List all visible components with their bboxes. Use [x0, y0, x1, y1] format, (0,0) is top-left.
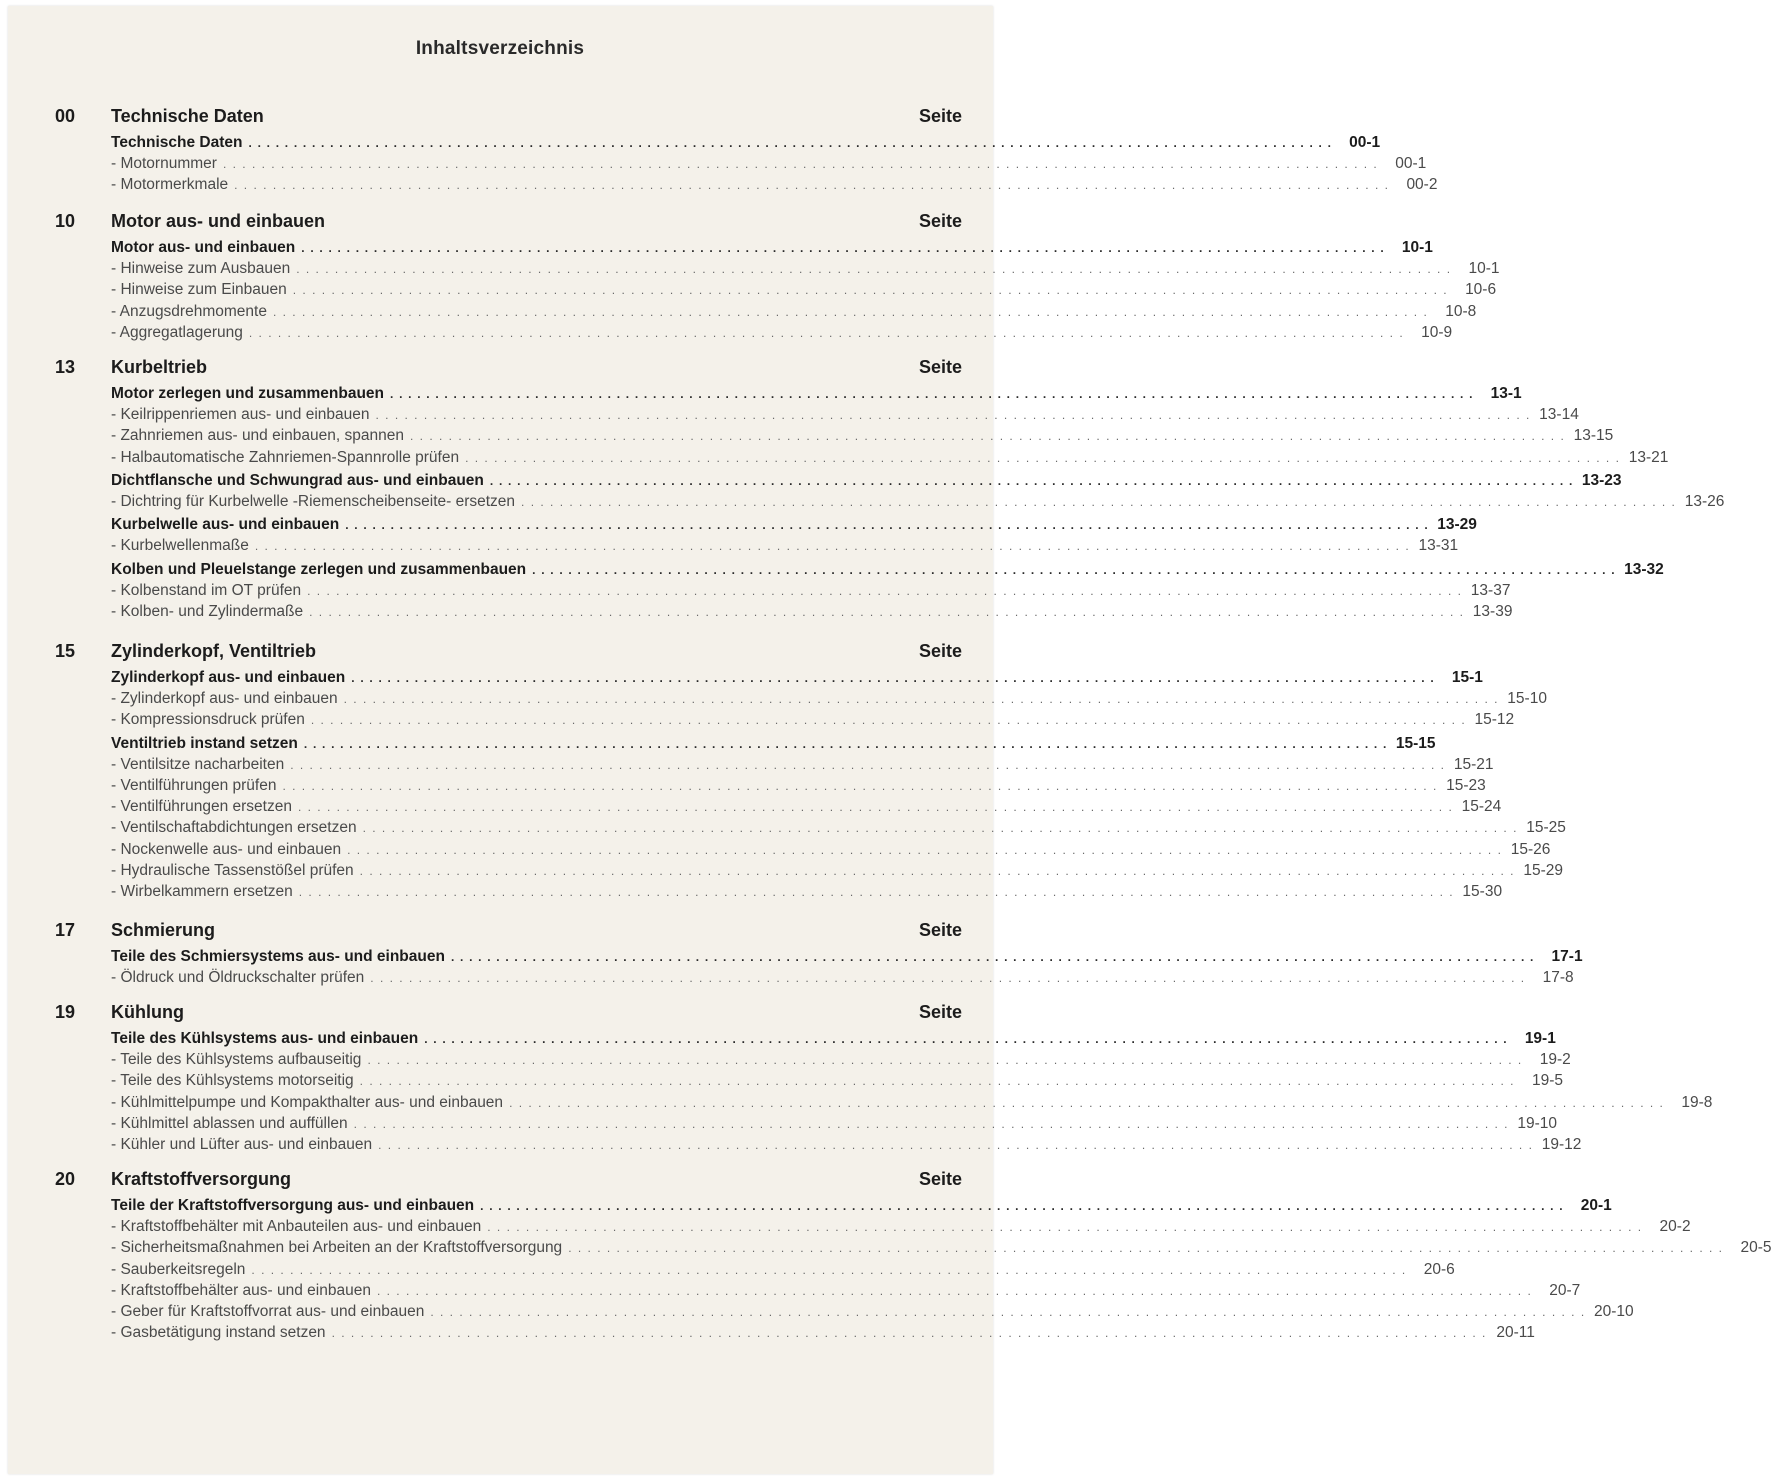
toc-sub-entry[interactable]: [111, 404, 1579, 425]
dot-leader: . . . . . . . . . . . . . . . . . . . . . . . . . . . . . . . . . . . . . . . . . . . . . . . . . . . . . . . . . . . . . . . . . . . . . . . . . . . . . . . . . . . . . . . . . . . . . . . . . . . . . . . . . . . . . . . . . . . . . . . .: [430, 1304, 1586, 1319]
entry-label: - Kolbenstand im OT prüfen: [111, 581, 302, 599]
page-column-label: Seite: [918, 357, 962, 377]
toc-sub-entry[interactable]: [111, 279, 1497, 300]
entry-page-number: 15-24: [1461, 798, 1502, 816]
entry-page-number: 13-39: [1472, 602, 1513, 620]
entry-label: - Zylinderkopf aus- und einbauen: [111, 690, 338, 708]
entry-page-number: 13-14: [1539, 406, 1579, 424]
chapter-title: Technische Daten: [111, 106, 264, 126]
entry-label: - Sicherheitsmaßnahmen bei Arbeiten an der Kraftstoffversorgung: [111, 1239, 563, 1257]
toc-sub-entry[interactable]: [111, 601, 1513, 622]
dot-leader: . . . . . . . . . . . . . . . . . . . . . . . . . . . . . . . . . . . . . . . . . . . . . . . . . . . . . . . . . . . . . . . . . . . . . . . . . . . . . . . . . . . . . . . . . . . . . . . . . . . . . . . . . . . . . . . . . . . . . . . .: [450, 950, 1535, 964]
entry-label: - Hinweise zum Ausbauen: [111, 260, 291, 278]
toc-sub-entry[interactable]: [111, 817, 1566, 838]
dot-leader: . . . . . . . . . . . . . . . . . . . . . . . . . . . . . . . . . . . . . . . . . . . . . . . . . . . . . . . . . . . . . . . . . . . . . . . . . . . . . . . . . . . . . . . . . . . . . . . . . . . . . . . . . . . . . . . . . . . . . . . .: [290, 757, 1446, 772]
dot-leader: . . . . . . . . . . . . . . . . . . . . . . . . . . . . . . . . . . . . . . . . . . . . . . . . . . . . . . . . . . . . . . . . . . . . . . . . . . . . . . . . . . . . . . . . . . . . . . . . . . . . . . . . . . . . . . . . . . . . . . . .: [376, 1283, 1533, 1298]
entry-page-number: 15-21: [1453, 755, 1494, 773]
toc-sub-entry[interactable]: [111, 709, 1515, 730]
entry-label: - Nockenwelle aus- und einbauen: [111, 840, 342, 858]
toc-main-entry[interactable]: [111, 1028, 1556, 1049]
toc-sub-entry[interactable]: [111, 535, 1459, 556]
toc-sub-entry[interactable]: [111, 754, 1494, 775]
dot-leader: . . . . . . . . . . . . . . . . . . . . . . . . . . . . . . . . . . . . . . . . . . . . . . . . . . . . . . . . . . . . . . . . . . . . . . . . . . . . . . . . . . . . . . . . . . . . . . . . . . . . . . . . . . . . . . . . . . . . . . . .: [307, 583, 1463, 598]
dot-leader: . . . . . . . . . . . . . . . . . . . . . . . . . . . . . . . . . . . . . . . . . . . . . . . . . . . . . . . . . . . . . . . . . . . . . . . . . . . . . . . . . . . . . . . . . . . . . . . . . . . . . . . . . . . . . . . . . . . . . . . .: [296, 262, 1452, 277]
entry-page-number: 19-8: [1681, 1093, 1713, 1111]
dot-leader: . . . . . . . . . . . . . . . . . . . . . . . . . . . . . . . . . . . . . . . . . . . . . . . . . . . . . . . . . . . . . . . . . . . . . . . . . . . . . . . . . . . . . . . . . . . . . . . . . . . . . . . . . . . . . . . . . . . . . . . .: [297, 800, 1454, 815]
entry-page-number: 15-15: [1395, 734, 1436, 752]
entry-page-number: 10-1: [1468, 260, 1500, 278]
entry-page-number: 19-12: [1541, 1135, 1582, 1153]
entry-page-number: 20-6: [1423, 1260, 1455, 1278]
dot-leader: . . . . . . . . . . . . . . . . . . . . . . . . . . . . . . . . . . . . . . . . . . . . . . . . . . . . . . . . . . . . . . . . . . . . . . . . . . . . . . . . . . . . . . . . . . . . . . . . . . . . . . . . . . . . . . . . . . . . . . . .: [343, 692, 1499, 707]
dot-leader: . . . . . . . . . . . . . . . . . . . . . . . . . . . . . . . . . . . . . . . . . . . . . . . . . . . . . . . . . . . . . . . . . . . . . . . . . . . . . . . . . . . . . . . . . . . . . . . . . . . . . . . . . . . . . . . . . . . . . . . .: [222, 157, 1379, 172]
dot-leader: . . . . . . . . . . . . . . . . . . . . . . . . . . . . . . . . . . . . . . . . . . . . . . . . . . . . . . . . . . . . . . . . . . . . . . . . . . . . . . . . . . . . . . . . . . . . . . . . . . . . . . . . . . . . . . . . . . . . . . . .: [532, 562, 1616, 577]
chapter-title: Kraftstoffversorgung: [111, 1169, 292, 1189]
toc-main-entry[interactable]: [111, 383, 1522, 404]
entry-page-number: 13-26: [1684, 492, 1725, 510]
entry-page-number: 13-15: [1573, 427, 1614, 445]
entry-label: Kurbelwelle aus- und einbauen: [111, 516, 340, 534]
toc-sub-entry[interactable]: [111, 447, 1669, 468]
entry-label: Technische Daten: [111, 134, 243, 151]
entry-label: - Aggregatlagerung: [111, 323, 243, 341]
entry-label: - Motornummer: [111, 155, 217, 173]
dot-leader: . . . . . . . . . . . . . . . . . . . . . . . . . . . . . . . . . . . . . . . . . . . . . . . . . . . . . . . . . . . . . . . . . . . . . . . . . . . . . . . . . . . . . . . . . . . . . . . . . . . . . . . . . . . . . . . . . . . . . . . .: [367, 1053, 1523, 1068]
chapter-heading: [0, 106, 1000, 132]
dot-leader: . . . . . . . . . . . . . . . . . . . . . . . . . . . . . . . . . . . . . . . . . . . . . . . . . . . . . . . . . . . . . . . . . . . . . . . . . . . . . . . . . . . . . . . . . . . . . . . . . . . . . . . . . . . . . . . . . . . . . . . .: [301, 241, 1385, 255]
chapter-title: Schmierung: [111, 920, 216, 940]
entry-page-number: 19-1: [1524, 1030, 1556, 1047]
entry-page-number: 00-1: [1395, 155, 1427, 173]
entry-label: Kolben und Pleuelstange zerlegen und zusammenbauen: [111, 560, 527, 578]
entry-label: - Öldruck und Öldruckschalter prüfen: [111, 969, 365, 987]
dot-leader: . . . . . . . . . . . . . . . . . . . . . . . . . . . . . . . . . . . . . . . . . . . . . . . . . . . . . . . . . . . . . . . . . . . . . . . . . . . . . . . . . . . . . . . . . . . . . . . . . . . . . . . . . . . . . . . . . . . . . . . .: [298, 884, 1455, 899]
entry-label: Dichtflansche und Schwungrad aus- und einbauen: [111, 471, 484, 489]
toc-main-entry[interactable]: [111, 514, 1477, 535]
dot-leader: . . . . . . . . . . . . . . . . . . . . . . . . . . . . . . . . . . . . . . . . . . . . . . . . . . . . . . . . . . . . . . . . . . . . . . . . . . . . . . . . . . . . . . . . . . . . . . . . . . . . . . . . . . . . . . . . . . . . . . . .: [292, 283, 1449, 298]
entry-label: Teile des Schmiersystems aus- und einbauen: [111, 948, 445, 965]
chapter-heading: [0, 920, 1000, 946]
entry-label: Zylinderkopf aus- und einbauen: [111, 669, 346, 686]
entry-page-number: 13-23: [1581, 471, 1622, 489]
toc-sub-entry[interactable]: [111, 258, 1500, 279]
chapter-section: [0, 1169, 1772, 1343]
entry-label: - Halbautomatische Zahnriemen-Spannrolle prüfen: [111, 448, 460, 466]
toc-main-entry[interactable]: [111, 733, 1436, 754]
entry-label: - Gasbetätigung instand setzen: [111, 1324, 326, 1342]
toc-sub-entry[interactable]: [111, 1134, 1582, 1155]
chapter-number: 13: [55, 357, 76, 377]
dot-leader: . . . . . . . . . . . . . . . . . . . . . . . . . . . . . . . . . . . . . . . . . . . . . . . . . . . . . . . . . . . . . . . . . . . . . . . . . . . . . . . . . . . . . . . . . . . . . . . . . . . . . . . . . . . . . . . . . . . . . . . .: [251, 1262, 1407, 1277]
chapter-section: [0, 1002, 1713, 1155]
page-column-label: Seite: [918, 641, 962, 661]
toc-sub-entry[interactable]: [111, 1237, 1772, 1258]
entry-label: - Kühler und Lüfter aus- und einbauen: [111, 1135, 373, 1153]
entry-label: - Hydraulische Tassenstößel prüfen: [111, 861, 354, 879]
entry-page-number: 13-1: [1490, 385, 1522, 402]
toc-sub-entry[interactable]: [111, 1301, 1634, 1322]
chapter-heading: [0, 1002, 1000, 1028]
dot-leader: . . . . . . . . . . . . . . . . . . . . . . . . . . . . . . . . . . . . . . . . . . . . . . . . . . . . . . . . . . . . . . . . . . . . . . . . . . . . . . . . . . . . . . . . . . . . . . . . . . . . . . . . . . . . . . . . . . . . . . . .: [465, 450, 1621, 465]
toc-sub-entry[interactable]: [111, 580, 1511, 601]
entry-label: - Kraftstoffbehälter aus- und einbauen: [111, 1281, 371, 1299]
entry-page-number: 00-1: [1349, 134, 1381, 151]
dot-leader: . . . . . . . . . . . . . . . . . . . . . . . . . . . . . . . . . . . . . . . . . . . . . . . . . . . . . . . . . . . . . . . . . . . . . . . . . . . . . . . . . . . . . . . . . . . . . . . . . . . . . . . . . . . . . . . . . . . . . . . .: [282, 778, 1438, 793]
toc-sub-entry[interactable]: [111, 174, 1438, 195]
entry-page-number: 13-37: [1470, 581, 1511, 599]
entry-page-number: 19-2: [1539, 1051, 1571, 1069]
dot-leader: . . . . . . . . . . . . . . . . . . . . . . . . . . . . . . . . . . . . . . . . . . . . . . . . . . . . . . . . . . . . . . . . . . . . . . . . . . . . . . . . . . . . . . . . . . . . . . . . . . . . . . . . . . . . . . . . . . . . . . . .: [331, 1326, 1487, 1341]
entry-page-number: 13-21: [1628, 448, 1669, 466]
entry-page-number: 19-10: [1517, 1114, 1557, 1132]
entry-label: - Wirbelkammern ersetzen: [111, 882, 293, 900]
entry-label: Teile des Kühlsystems aus- und einbauen: [111, 1030, 419, 1047]
entry-label: - Anzugsdrehmomente: [111, 302, 267, 320]
entry-label: - Ventilführungen ersetzen: [111, 798, 292, 816]
page-column-label: Seite: [918, 211, 962, 231]
dot-leader: . . . . . . . . . . . . . . . . . . . . . . . . . . . . . . . . . . . . . . . . . . . . . . . . . . . . . . . . . . . . . . . . . . . . . . . . . . . . . . . . . . . . . . . . . . . . . . . . . . . . . . . . . . . . . . . . . . . . . . . .: [521, 494, 1677, 509]
entry-page-number: 15-23: [1446, 776, 1486, 794]
entry-page-number: 20-2: [1659, 1218, 1691, 1236]
entry-page-number: 00-2: [1406, 176, 1438, 194]
entry-page-number: 15-26: [1510, 840, 1551, 858]
dot-leader: . . . . . . . . . . . . . . . . . . . . . . . . . . . . . . . . . . . . . . . . . . . . . . . . . . . . . . . . . . . . . . . . . . . . . . . . . . . . . . . . . . . . . . . . . . . . . . . . . . . . . . . . . . . . . . . . . . . . . . . .: [347, 842, 1503, 857]
entry-page-number: 20-5: [1740, 1239, 1772, 1257]
page-title: Inhaltsverzeichnis: [415, 38, 585, 59]
entry-label: - Keilrippenriemen aus- und einbauen: [111, 406, 370, 424]
chapter-section: [0, 106, 1438, 196]
page-column-label: Seite: [918, 1169, 962, 1189]
entry-label: - Zahnriemen aus- und einbauen, spannen: [111, 427, 404, 445]
toc-main-entry[interactable]: [111, 946, 1583, 967]
entry-label: - Motormerkmale: [111, 176, 229, 194]
entry-page-number: 15-30: [1462, 882, 1503, 900]
dot-leader: . . . . . . . . . . . . . . . . . . . . . . . . . . . . . . . . . . . . . . . . . . . . . . . . . . . . . . . . . . . . . . . . . . . . . . . . . . . . . . . . . . . . . . . . . . . . . . . . . . . . . . . . . . . . . . . . . . . . . . . .: [489, 473, 1574, 488]
toc-sub-entry[interactable]: [111, 1070, 1563, 1091]
chapter-heading: [0, 211, 1000, 237]
entry-page-number: 20-10: [1594, 1302, 1634, 1320]
entry-label: - Kraftstoffbehälter mit Anbauteilen aus- und einbauen: [111, 1218, 482, 1236]
dot-leader: . . . . . . . . . . . . . . . . . . . . . . . . . . . . . . . . . . . . . . . . . . . . . . . . . . . . . . . . . . . . . . . . . . . . . . . . . . . . . . . . . . . . . . . . . . . . . . . . . . . . . . . . . . . . . . . . . . . . . . . .: [509, 1095, 1665, 1110]
entry-label: Motor zerlegen und zusammenbauen: [111, 385, 385, 402]
entry-page-number: 10-1: [1401, 239, 1433, 256]
toc-main-entry[interactable]: [111, 132, 1381, 153]
toc-sub-entry[interactable]: [111, 1049, 1571, 1070]
entry-label: - Kühlmittelpumpe und Kompakthalter aus- und einbauen: [111, 1093, 504, 1111]
toc-sub-entry[interactable]: [111, 1280, 1581, 1301]
dot-leader: . . . . . . . . . . . . . . . . . . . . . . . . . . . . . . . . . . . . . . . . . . . . . . . . . . . . . . . . . . . . . . . . . . . . . . . . . . . . . . . . . . . . . . . . . . . . . . . . . . . . . . . . . . . . . . . . . . . . . . . .: [359, 1074, 1515, 1089]
toc-sub-entry[interactable]: [111, 1259, 1455, 1280]
dot-leader: . . . . . . . . . . . . . . . . . . . . . . . . . . . . . . . . . . . . . . . . . . . . . . . . . . . . . . . . . . . . . . . . . . . . . . . . . . . . . . . . . . . . . . . . . . . . . . . . . . . . . . . . . . . . . . . . . . . . . . . .: [353, 1116, 1509, 1131]
toc-sub-entry[interactable]: [111, 796, 1502, 817]
entry-label: - Ventilschaftabdichtungen ersetzen: [111, 819, 357, 837]
chapter-section: [0, 357, 1725, 622]
entry-page-number: 17-8: [1542, 969, 1574, 987]
entry-label: - Kurbelwellenmaße: [111, 537, 249, 555]
chapter-number: 17: [55, 920, 76, 940]
toc-sub-entry[interactable]: [111, 967, 1574, 988]
dot-leader: . . . . . . . . . . . . . . . . . . . . . . . . . . . . . . . . . . . . . . . . . . . . . . . . . . . . . . . . . . . . . . . . . . . . . . . . . . . . . . . . . . . . . . . . . . . . . . . . . . . . . . . . . . . . . . . . . . . . . . . .: [351, 671, 1435, 685]
entry-page-number: 15-29: [1523, 861, 1563, 879]
dot-leader: . . . . . . . . . . . . . . . . . . . . . . . . . . . . . . . . . . . . . . . . . . . . . . . . . . . . . . . . . . . . . . . . . . . . . . . . . . . . . . . . . . . . . . . . . . . . . . . . . . . . . . . . . . . . . . . . . . . . . . . .: [370, 971, 1526, 986]
entry-page-number: 15-12: [1474, 711, 1515, 729]
dot-leader: . . . . . . . . . . . . . . . . . . . . . . . . . . . . . . . . . . . . . . . . . . . . . . . . . . . . . . . . . . . . . . . . . . . . . . . . . . . . . . . . . . . . . . . . . . . . . . . . . . . . . . . . . . . . . . . . . . . . . . . .: [254, 539, 1411, 554]
dot-leader: . . . . . . . . . . . . . . . . . . . . . . . . . . . . . . . . . . . . . . . . . . . . . . . . . . . . . . . . . . . . . . . . . . . . . . . . . . . . . . . . . . . . . . . . . . . . . . . . . . . . . . . . . . . . . . . . . . . . . . . .: [310, 713, 1467, 728]
entry-page-number: 15-25: [1526, 819, 1566, 837]
entry-label: - Dichtring für Kurbelwelle -Riemenscheibenseite- ersetzen: [111, 492, 516, 510]
entry-page-number: 13-31: [1418, 537, 1459, 555]
toc-sub-entry[interactable]: [111, 1113, 1557, 1134]
dot-leader: . . . . . . . . . . . . . . . . . . . . . . . . . . . . . . . . . . . . . . . . . . . . . . . . . . . . . . . . . . . . . . . . . . . . . . . . . . . . . . . . . . . . . . . . . . . . . . . . . . . . . . . . . . . . . . . . . . . . . . . .: [345, 518, 1429, 533]
toc-sub-entry[interactable]: [111, 881, 1503, 902]
entry-label: - Ventilsitze nacharbeiten: [111, 755, 285, 773]
toc-sub-entry[interactable]: [111, 153, 1427, 174]
entry-page-number: 10-9: [1421, 323, 1453, 341]
entry-page-number: 15-1: [1451, 669, 1483, 686]
dot-leader: . . . . . . . . . . . . . . . . . . . . . . . . . . . . . . . . . . . . . . . . . . . . . . . . . . . . . . . . . . . . . . . . . . . . . . . . . . . . . . . . . . . . . . . . . . . . . . . . . . . . . . . . . . . . . . . . . . . . . . . .: [248, 325, 1405, 340]
entry-label: - Hinweise zum Einbauen: [111, 281, 287, 299]
toc-sub-entry[interactable]: [111, 491, 1725, 512]
dot-leader: . . . . . . . . . . . . . . . . . . . . . . . . . . . . . . . . . . . . . . . . . . . . . . . . . . . . . . . . . . . . . . . . . . . . . . . . . . . . . . . . . . . . . . . . . . . . . . . . . . . . . . . . . . . . . . . . . . . . . . . .: [309, 604, 1465, 619]
toc-sub-entry[interactable]: [111, 1322, 1535, 1343]
toc-sub-entry[interactable]: [111, 1092, 1713, 1113]
entry-label: Ventiltrieb instand setzen: [111, 734, 298, 752]
page-column-label: Seite: [918, 1002, 962, 1022]
dot-leader: . . . . . . . . . . . . . . . . . . . . . . . . . . . . . . . . . . . . . . . . . . . . . . . . . . . . . . . . . . . . . . . . . . . . . . . . . . . . . . . . . . . . . . . . . . . . . . . . . . . . . . . . . . . . . . . . . . . . . . . .: [409, 429, 1566, 444]
entry-page-number: 10-6: [1465, 281, 1497, 299]
toc-main-entry[interactable]: [111, 1195, 1612, 1216]
entry-label: - Kompressionsdruck prüfen: [111, 711, 305, 729]
entry-page-number: 20-7: [1549, 1281, 1581, 1299]
entry-page-number: 20-1: [1580, 1197, 1612, 1214]
chapter-number: 00: [55, 106, 76, 126]
toc-main-entry[interactable]: [111, 559, 1664, 580]
toc-main-entry[interactable]: [111, 667, 1483, 688]
chapter-number: 19: [55, 1002, 76, 1022]
chapter-heading: [0, 1169, 1000, 1195]
page-column-label: Seite: [918, 920, 962, 940]
chapter-title: Kurbeltrieb: [111, 357, 208, 377]
entry-label: - Kühlmittel ablassen und auffüllen: [111, 1114, 348, 1132]
dot-leader: . . . . . . . . . . . . . . . . . . . . . . . . . . . . . . . . . . . . . . . . . . . . . . . . . . . . . . . . . . . . . . . . . . . . . . . . . . . . . . . . . . . . . . . . . . . . . . . . . . . . . . . . . . . . . . . . . . . . . . . .: [362, 821, 1518, 836]
toc-sub-entry[interactable]: [111, 322, 1453, 343]
chapter-number: 10: [55, 211, 76, 231]
entry-page-number: 19-5: [1531, 1072, 1563, 1090]
entry-page-number: 20-11: [1496, 1324, 1535, 1342]
dot-leader: . . . . . . . . . . . . . . . . . . . . . . . . . . . . . . . . . . . . . . . . . . . . . . . . . . . . . . . . . . . . . . . . . . . . . . . . . . . . . . . . . . . . . . . . . . . . . . . . . . . . . . . . . . . . . . . . . . . . . . . .: [272, 304, 1429, 319]
toc-sub-entry[interactable]: [111, 1216, 1691, 1237]
chapter-number: 15: [55, 641, 76, 661]
chapter-heading: [0, 641, 1000, 667]
page-column-label: Seite: [918, 106, 962, 126]
toc-main-entry[interactable]: [111, 470, 1622, 491]
toc-sub-entry[interactable]: [111, 860, 1563, 881]
entry-label: - Teile des Kühlsystems motorseitig: [111, 1072, 354, 1090]
entry-page-number: 13-32: [1624, 560, 1664, 578]
toc-sub-entry[interactable]: [111, 839, 1551, 860]
chapter-title: Motor aus- und einbauen: [111, 211, 325, 231]
dot-leader: . . . . . . . . . . . . . . . . . . . . . . . . . . . . . . . . . . . . . . . . . . . . . . . . . . . . . . . . . . . . . . . . . . . . . . . . . . . . . . . . . . . . . . . . . . . . . . . . . . . . . . . . . . . . . . . . . . . . . . . .: [390, 387, 1474, 401]
dot-leader: . . . . . . . . . . . . . . . . . . . . . . . . . . . . . . . . . . . . . . . . . . . . . . . . . . . . . . . . . . . . . . . . . . . . . . . . . . . . . . . . . . . . . . . . . . . . . . . . . . . . . . . . . . . . . . . . . . . . . . . .: [375, 408, 1531, 423]
chapter-section: [0, 211, 1500, 343]
chapter-section: [0, 641, 1566, 902]
entry-label: Teile der Kraftstoffversorgung aus- und einbauen: [111, 1197, 475, 1214]
entry-label: - Teile des Kühlsystems aufbauseitig: [111, 1051, 362, 1069]
toc-sub-entry[interactable]: [111, 775, 1486, 796]
dot-leader: . . . . . . . . . . . . . . . . . . . . . . . . . . . . . . . . . . . . . . . . . . . . . . . . . . . . . . . . . . . . . . . . . . . . . . . . . . . . . . . . . . . . . . . . . . . . . . . . . . . . . . . . . . . . . . . . . . . . . . . .: [303, 736, 1388, 751]
dot-leader: . . . . . . . . . . . . . . . . . . . . . . . . . . . . . . . . . . . . . . . . . . . . . . . . . . . . . . . . . . . . . . . . . . . . . . . . . . . . . . . . . . . . . . . . . . . . . . . . . . . . . . . . . . . . . . . . . . . . . . . .: [480, 1199, 1564, 1213]
dot-leader: . . . . . . . . . . . . . . . . . . . . . . . . . . . . . . . . . . . . . . . . . . . . . . . . . . . . . . . . . . . . . . . . . . . . . . . . . . . . . . . . . . . . . . . . . . . . . . . . . . . . . . . . . . . . . . . . . . . . . . . .: [234, 178, 1390, 193]
entry-label: - Sauberkeitsregeln: [111, 1260, 246, 1278]
entry-page-number: 17-1: [1551, 948, 1583, 965]
dot-leader: . . . . . . . . . . . . . . . . . . . . . . . . . . . . . . . . . . . . . . . . . . . . . . . . . . . . . . . . . . . . . . . . . . . . . . . . . . . . . . . . . . . . . . . . . . . . . . . . . . . . . . . . . . . . . . . . . . . . . . . .: [487, 1220, 1643, 1235]
dot-leader: . . . . . . . . . . . . . . . . . . . . . . . . . . . . . . . . . . . . . . . . . . . . . . . . . . . . . . . . . . . . . . . . . . . . . . . . . . . . . . . . . . . . . . . . . . . . . . . . . . . . . . . . . . . . . . . . . . . . . . . .: [378, 1137, 1534, 1152]
entry-page-number: 10-8: [1445, 302, 1477, 320]
chapter-title: Zylinderkopf, Ventiltrieb: [111, 641, 317, 661]
entry-label: - Geber für Kraftstoffvorrat aus- und einbauen: [111, 1302, 425, 1320]
toc-sub-entry[interactable]: [111, 301, 1477, 322]
chapter-title: Kühlung: [111, 1002, 184, 1022]
dot-leader: . . . . . . . . . . . . . . . . . . . . . . . . . . . . . . . . . . . . . . . . . . . . . . . . . . . . . . . . . . . . . . . . . . . . . . . . . . . . . . . . . . . . . . . . . . . . . . . . . . . . . . . . . . . . . . . . . . . . . . . .: [424, 1032, 1508, 1046]
toc-sub-entry[interactable]: [111, 425, 1614, 446]
dot-leader: . . . . . . . . . . . . . . . . . . . . . . . . . . . . . . . . . . . . . . . . . . . . . . . . . . . . . . . . . . . . . . . . . . . . . . . . . . . . . . . . . . . . . . . . . . . . . . . . . . . . . . . . . . . . . . . . . . . . . . . .: [359, 863, 1515, 878]
toc-sub-entry[interactable]: [111, 688, 1547, 709]
chapter-number: 20: [55, 1169, 76, 1189]
entry-page-number: 13-29: [1437, 516, 1477, 534]
chapter-heading: [0, 357, 1000, 383]
chapter-section: [0, 920, 1583, 988]
dot-leader: . . . . . . . . . . . . . . . . . . . . . . . . . . . . . . . . . . . . . . . . . . . . . . . . . . . . . . . . . . . . . . . . . . . . . . . . . . . . . . . . . . . . . . . . . . . . . . . . . . . . . . . . . . . . . . . . . . . . . . . .: [568, 1241, 1724, 1256]
entry-label: - Kolben- und Zylindermaße: [111, 602, 304, 620]
entry-page-number: 15-10: [1507, 690, 1547, 708]
toc-main-entry[interactable]: [111, 237, 1433, 258]
dot-leader: . . . . . . . . . . . . . . . . . . . . . . . . . . . . . . . . . . . . . . . . . . . . . . . . . . . . . . . . . . . . . . . . . . . . . . . . . . . . . . . . . . . . . . . . . . . . . . . . . . . . . . . . . . . . . . . . . . . . . . . .: [248, 136, 1333, 150]
entry-label: - Ventilführungen prüfen: [111, 776, 277, 794]
entry-label: Motor aus- und einbauen: [111, 239, 296, 256]
